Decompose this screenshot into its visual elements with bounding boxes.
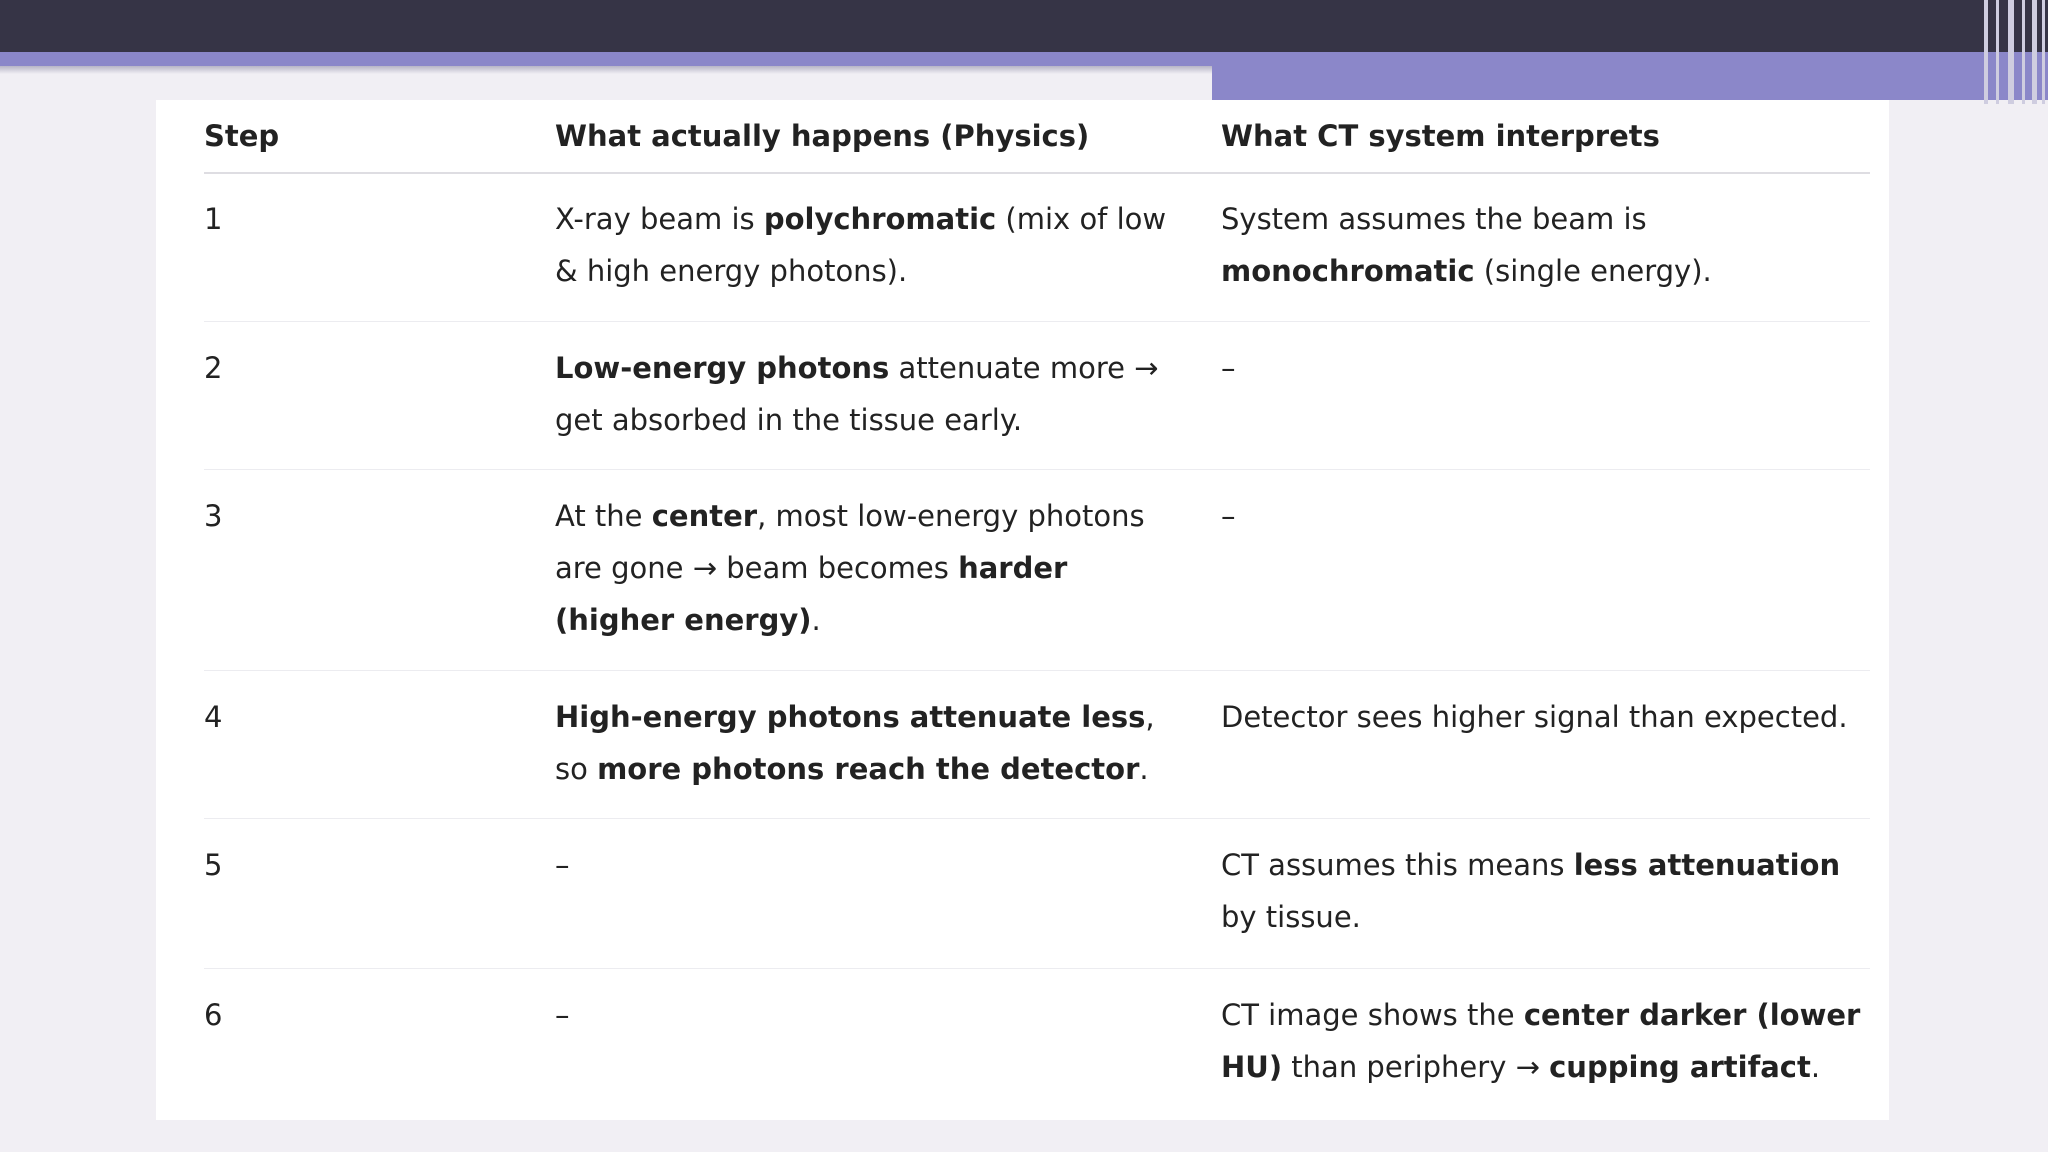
decorative-stripes: [1978, 0, 2048, 104]
table-row: [204, 470, 1870, 671]
table-row: [204, 322, 1870, 470]
physics-cell: X-ray beam is polychromatic (mix of low & high energy photons).: [555, 202, 1167, 288]
table-row: [204, 173, 1870, 322]
header-bar: [0, 0, 2048, 52]
comparison-table: [156, 100, 1889, 1120]
table-header-row: [204, 100, 1870, 174]
step-number: 5: [204, 848, 223, 882]
header-accent-shadow: [0, 66, 1212, 74]
step-number: 2: [204, 351, 223, 385]
ct-cell: CT assumes this means less attenuation by tissue.: [1221, 848, 1841, 934]
ct-cell: Detector sees higher signal than expected.: [1221, 700, 1848, 734]
table-row: [204, 819, 1870, 969]
physics-cell: High-energy photons attenuate less, so more photons reach the detector.: [555, 700, 1155, 786]
step-number: 1: [204, 202, 223, 236]
header-step: Step: [204, 119, 280, 153]
header-physics: What actually happens (Physics): [555, 119, 1090, 153]
physics-cell: Low-energy photons attenuate more → get absorbed in the tissue early.: [555, 351, 1159, 437]
step-number: 4: [204, 700, 223, 734]
step-number: 6: [204, 998, 223, 1032]
header-accent-band: [0, 52, 2048, 66]
header-accent-step: [1212, 66, 2048, 100]
ct-cell: System assumes the beam is monochromatic (single energy).: [1221, 202, 1712, 288]
header-ct-interprets: What CT system interprets: [1221, 119, 1660, 153]
ct-cell: –: [1221, 499, 1236, 533]
step-number: 3: [204, 499, 223, 533]
table-row: [204, 969, 1870, 1119]
physics-cell: –: [555, 998, 570, 1032]
ct-cell: CT image shows the center darker (lower HU) than periphery → cupping artifact.: [1221, 998, 1861, 1084]
ct-cell: –: [1221, 351, 1236, 385]
physics-cell: –: [555, 848, 570, 882]
table-row: [204, 671, 1870, 819]
physics-cell: At the center, most low-energy photons are gone → beam becomes harder (higher energy).: [555, 499, 1145, 637]
